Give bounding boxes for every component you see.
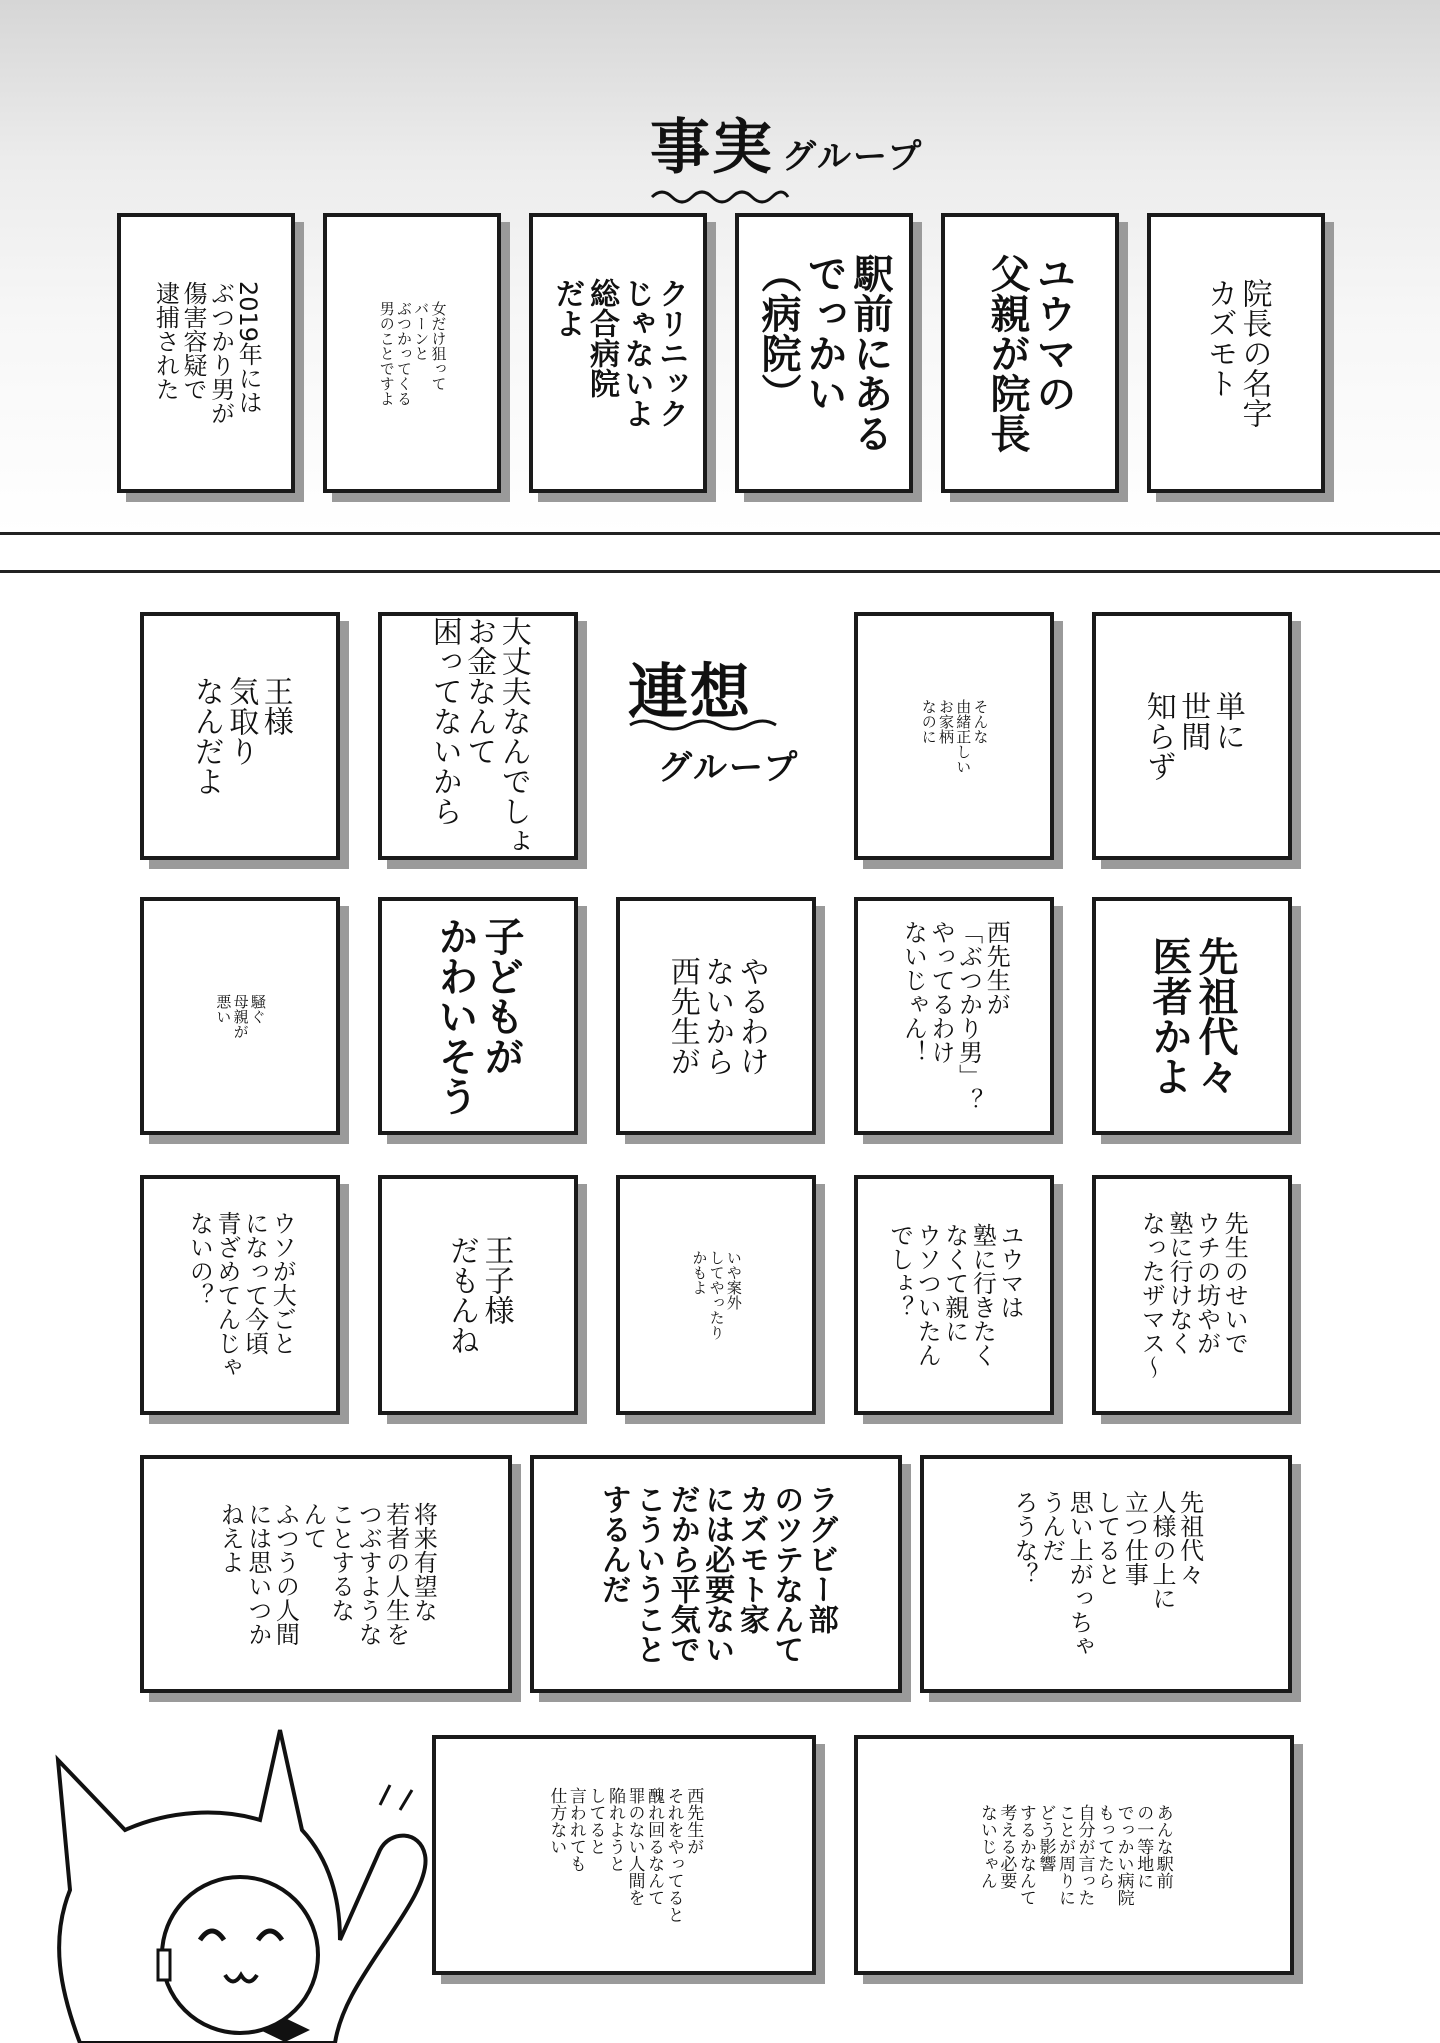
fact-group-heading xyxy=(650,100,923,186)
association-group-suffix-wrap xyxy=(650,740,799,789)
assoc-card-r4-3: 先祖代々 人様の上に 立つ仕事 してると 思い上がっちゃ うんだ ろうな？ xyxy=(920,1455,1292,1693)
fact-underline-squiggle xyxy=(650,185,790,205)
assoc-card-r3-1: ウソが大ごと になって今頃 青ざめてんじゃ ないの？ xyxy=(140,1175,340,1415)
assoc-card-r5-1: 西先生が それをやってると 醜れ回るなんて 罪のない人間を 陥れようと してると 言われても 仕方ない xyxy=(432,1735,816,1975)
assoc-card-r3-3: いや案外 してやったり かもよ xyxy=(616,1175,816,1415)
assoc-card-r2-5: 先祖代々 医者かよ xyxy=(1092,897,1292,1135)
assoc-card-r1-4: 単に 世間 知らず xyxy=(1092,612,1292,860)
fact-card-4: 駅前にある でっかい （病院） xyxy=(735,213,913,493)
assoc-card-r2-1: 騒ぐ 母親が 悪い xyxy=(140,897,340,1135)
assoc-card-r1-1: 王様 気取り なんだよ xyxy=(140,612,340,860)
fact-card-5: ユウマの 父親が院長 xyxy=(941,213,1119,493)
assoc-card-r1-3: そんな 由緒正しい お家柄 なのに xyxy=(854,612,1054,860)
assoc-card-r2-2: 子どもが かわいそう xyxy=(378,897,578,1135)
fact-card-6: 院長の名字 カズモト xyxy=(1147,213,1325,493)
association-underline-squiggle xyxy=(628,715,778,735)
assoc-card-r4-1: 将来有望な 若者の人生を つぶすような ことするな んて ふつうの人間 には思いつか ねえよ xyxy=(140,1455,512,1693)
fact-group-title: 事実 xyxy=(650,113,774,183)
association-group-title: 連想 xyxy=(628,658,752,728)
assoc-card-r2-3: やるわけ ないから 西先生が xyxy=(616,897,816,1135)
assoc-card-r4-2: ラグビー部 のツテなんて カズモト家 には必要ない だから平気で こういうこと するんだ xyxy=(530,1455,902,1693)
separator-bottom xyxy=(0,570,1440,573)
assoc-card-r2-4: 西先生が 「ぶつかり男」？ やってるわけ ないじゃん！ xyxy=(854,897,1054,1135)
cat-mascot-icon xyxy=(40,1690,460,2043)
separator-top xyxy=(0,532,1440,535)
fact-group-suffix: グループ xyxy=(782,137,924,177)
association-group-suffix: グループ xyxy=(658,748,800,788)
fact-card-3: クリニック じゃないよ 総合病院 だよ xyxy=(529,213,707,493)
assoc-card-r5-2: あんな駅前 の一等地に でっかい病院 もってたら 自分が言った ことが周りに どう影響 するかなんて 考える必要 ないじゃん xyxy=(854,1735,1294,1975)
assoc-card-r3-2: 王子様 だもんね xyxy=(378,1175,578,1415)
assoc-card-r3-4: ユウマは 塾に行きたく なくて親に ウソついたん でしょ？ xyxy=(854,1175,1054,1415)
assoc-card-r1-2: 大丈夫なんでしょ お金なんて 困ってないから xyxy=(378,612,578,860)
fact-card-2: 女だけ狙って バーンと ぶつかってくる 男のことですよ xyxy=(323,213,501,493)
assoc-card-r3-5: 先生のせいで ウチの坊やが 塾に行けなく なったザマス～ xyxy=(1092,1175,1292,1415)
fact-card-1: 2019年には ぶつかり男が 傷害容疑で 逮捕された xyxy=(117,213,295,493)
